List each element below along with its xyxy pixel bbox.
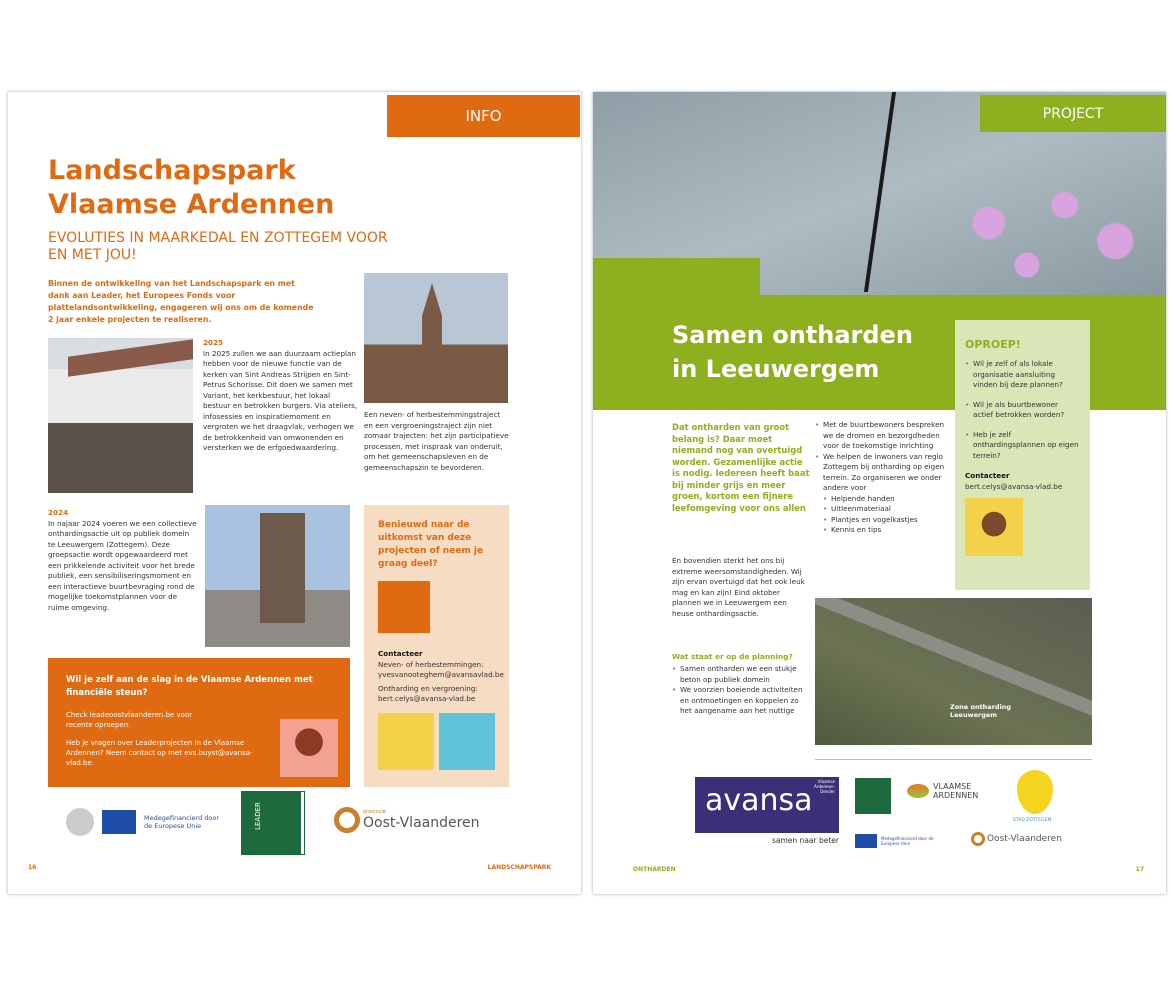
text-trajects: Een neven- of herbestemmingstraject en een vergroeningstraject zijn niet zomaar trajecten: het zijn participatieve processen, met inspraak van onderuit, om het gemeenschapsleven en de gemeenschapszin te bevorderen. bbox=[364, 410, 509, 472]
page-title bbox=[672, 318, 913, 386]
oproep-box bbox=[955, 320, 1090, 590]
qr-code[interactable] bbox=[378, 581, 430, 633]
list-item: • Wil je als buurtbewoner actief betrokken worden? bbox=[965, 400, 1080, 421]
title-line: in Leeuwergem bbox=[672, 355, 880, 383]
info-tab: INFO bbox=[387, 95, 580, 137]
funding-contact: Heb je vragen over Leaderprojecten in de Vlaamse Ardennen? Neem contact op met evs.buyst@avansa-vlad.be. bbox=[66, 739, 253, 767]
list-item: • Uitleenmateriaal bbox=[823, 504, 947, 515]
logo-text: Vlaamse Ardennen-Dender bbox=[814, 779, 835, 794]
list-item: • We helpen de inwoners van regio Zottegem bij ontharding op eigen terrein. Zo organiseren we onder andere voor bbox=[815, 452, 947, 494]
contact-label: Contacteer bbox=[965, 471, 1010, 480]
list-item: • Helpende handen bbox=[823, 494, 947, 505]
photo-church-leeuwergem bbox=[205, 505, 350, 647]
project-tab: PROJECT bbox=[980, 95, 1166, 132]
province-logo bbox=[334, 807, 480, 833]
list-item: • Samen ontharden we een stukje beton op publiek domein bbox=[672, 664, 812, 685]
eu-logo bbox=[66, 808, 224, 836]
contact-label: Contacteer bbox=[378, 649, 423, 658]
left-page bbox=[8, 92, 581, 894]
province-small: provincie bbox=[363, 809, 386, 815]
contact-label: Neven- of herbestemmingen: bbox=[378, 659, 484, 669]
planning-list bbox=[672, 664, 812, 717]
lead-text: Dat ontharden van groot belang is? Daar moet niemand nog van overtuigd worden. Gezamenlijke actie is nodig. Iedereen heeft baat bij minder grijs en meer groen, kortom een fijnere leefomgeving voor ons allen bbox=[672, 422, 810, 513]
eu-text: Medegefinancierd door de Europese Unie bbox=[144, 814, 220, 830]
heading-2025: 2025 bbox=[203, 338, 224, 347]
list-item: • Wil je zelf of als lokale organisatie aansluiting vinden bij deze plannen? bbox=[965, 359, 1080, 391]
province-logo bbox=[971, 832, 1062, 846]
green-band bbox=[593, 258, 760, 298]
zottegem-logo bbox=[1017, 770, 1053, 814]
province-icon bbox=[971, 832, 985, 846]
vlaamse-ardennen-logo bbox=[907, 782, 993, 800]
heading-2024: 2024 bbox=[48, 508, 69, 517]
logo-text: ava bbox=[705, 783, 760, 818]
divider bbox=[815, 759, 1092, 760]
text-2024 bbox=[48, 508, 198, 613]
photo-farmhouse bbox=[48, 338, 193, 493]
avatar bbox=[378, 713, 434, 770]
funding-text: Check leadeoostvlaanderen.be voor recente oproepen. bbox=[66, 711, 193, 729]
avatar bbox=[439, 713, 495, 770]
leader-logo bbox=[855, 778, 891, 814]
plans-list bbox=[815, 420, 947, 536]
avatar bbox=[280, 719, 338, 777]
logo-text: STAD ZOTTEGEM bbox=[1013, 818, 1052, 823]
eu-flag-icon bbox=[102, 810, 136, 834]
body-text: En bovendien sterkt het ons bij extreme weersomstandigheden. Wij zijn ervan overtuigd dat het ook leuk mag en kan zijn! Eind oktober plannen we in Leeuwergem een heuse onthardingsactie. bbox=[672, 556, 805, 618]
avatar bbox=[965, 498, 1023, 556]
map-label: Zone ontharding Leeuwergem bbox=[950, 703, 1012, 719]
list-item: • Kennis en tips bbox=[823, 525, 947, 536]
title-line: Samen ontharden bbox=[672, 321, 913, 349]
page-number: 16 bbox=[28, 864, 37, 871]
list-item: • We voorzien boeiende activiteiten en ontmoetingen en koppelen zo het aangename aan het nuttige bbox=[672, 685, 812, 717]
aerial-map[interactable] bbox=[815, 598, 1092, 745]
text-2024-body: In najaar 2024 voeren we een collectieve onthardingsactie uit op publiek domein te Leeuwergem (Zottegem). Deze groepsactie wordt opgewaardeerd met een prikkelende activiteit voor het brede publiek, een sensibiliseringsmoment en een interactieve buurtbevraging rond de mogelijke toekomstplannen voor de ruime omgeving. bbox=[48, 518, 197, 612]
eu-text: Medegefinancierd door de Europese Unie bbox=[881, 836, 934, 846]
funding-heading: Wil je zelf aan de slag in de Vlaamse Ardennen met financiële steun? bbox=[66, 675, 313, 698]
page-title bbox=[48, 154, 334, 222]
text-2025-body: In 2025 zullen we aan duurzaam actieplan hebben voor de nieuwe functie van de kerken van Sint Andreas Strijpen en Sint-Petrus Schorisse. Dit doen we samen met Variant, het kerkbestuur, het lokaal bestuur en betrokken burgers. Via ateliers, infosessies en inspiratiemoment en vergroten we het draagvlak, verhogen we de betrokkenheid van omwonenden en versterken we de erfgoedwaardering. bbox=[203, 348, 358, 452]
email-link[interactable]: bert.celys@avansa-vlad.be bbox=[378, 694, 476, 703]
avansa-logo bbox=[695, 777, 839, 845]
page-number: 17 bbox=[1135, 866, 1144, 873]
subtitle: EVOLUTIES IN MAARKEDAL EN ZOTTEGEM VOOR EN MET JOU! bbox=[48, 230, 388, 263]
title-line: Vlaamse Ardennen bbox=[48, 189, 335, 220]
email-link[interactable]: bert.celys@avansa-vlad.be bbox=[965, 481, 1063, 491]
footer-label: ONTHARDEN bbox=[633, 866, 676, 873]
logo-text: nsa bbox=[759, 783, 813, 818]
oproep-heading: OPROEP! bbox=[965, 338, 1021, 351]
leaf-icon bbox=[907, 784, 929, 798]
leader-logo bbox=[242, 792, 304, 854]
contact-heading: Benieuwd naar de uitkomst van deze projecten of neem je graag deel? bbox=[378, 520, 484, 569]
province-icon bbox=[334, 807, 360, 833]
planning-heading: Wat staat er op de planning? bbox=[672, 652, 793, 661]
text-2025 bbox=[203, 338, 358, 454]
leader-text: LEADER bbox=[253, 802, 262, 830]
right-page bbox=[593, 92, 1166, 894]
province-name: Oost-Vlaanderen bbox=[987, 834, 1062, 844]
list-item: • Heb je zelf onthardingsplannen op eigen terrein? bbox=[965, 430, 1080, 462]
eu-flag-icon bbox=[855, 834, 877, 848]
logo-text: VLAAMSE ARDENNEN bbox=[933, 782, 979, 800]
contact-box bbox=[364, 505, 509, 787]
avansa-tagline: samen naar beter bbox=[772, 836, 839, 845]
eu-logo bbox=[855, 834, 936, 848]
flanders-lion-icon bbox=[66, 808, 94, 836]
title-line: Landschapspark bbox=[48, 155, 296, 186]
list-item: • Plantjes en vogelkastjes bbox=[823, 515, 947, 526]
contact-label: Ontharding en vergroening: bbox=[378, 683, 478, 693]
province-name: Oost-Vlaanderen bbox=[363, 815, 480, 831]
funding-box bbox=[48, 658, 350, 787]
email-link[interactable]: yvesvanooteghem@avansavlad.be bbox=[378, 670, 504, 679]
intro: Binnen de ontwikkeling van het Landschapspark en met dank aan Leader, het Europees Fonds voor plattelandsontwikkeling, engageren wij ons om de komende 2 jaar enkele projecten te realiseren. bbox=[48, 279, 314, 324]
footer-label: LANDSCHAPSPARK bbox=[487, 864, 551, 871]
photo-church-strijpen bbox=[364, 273, 508, 403]
list-item: • Met de buurtbewoners bespreken we de dromen en bezorgdheden voor de toekomstige inrichting bbox=[815, 420, 947, 452]
